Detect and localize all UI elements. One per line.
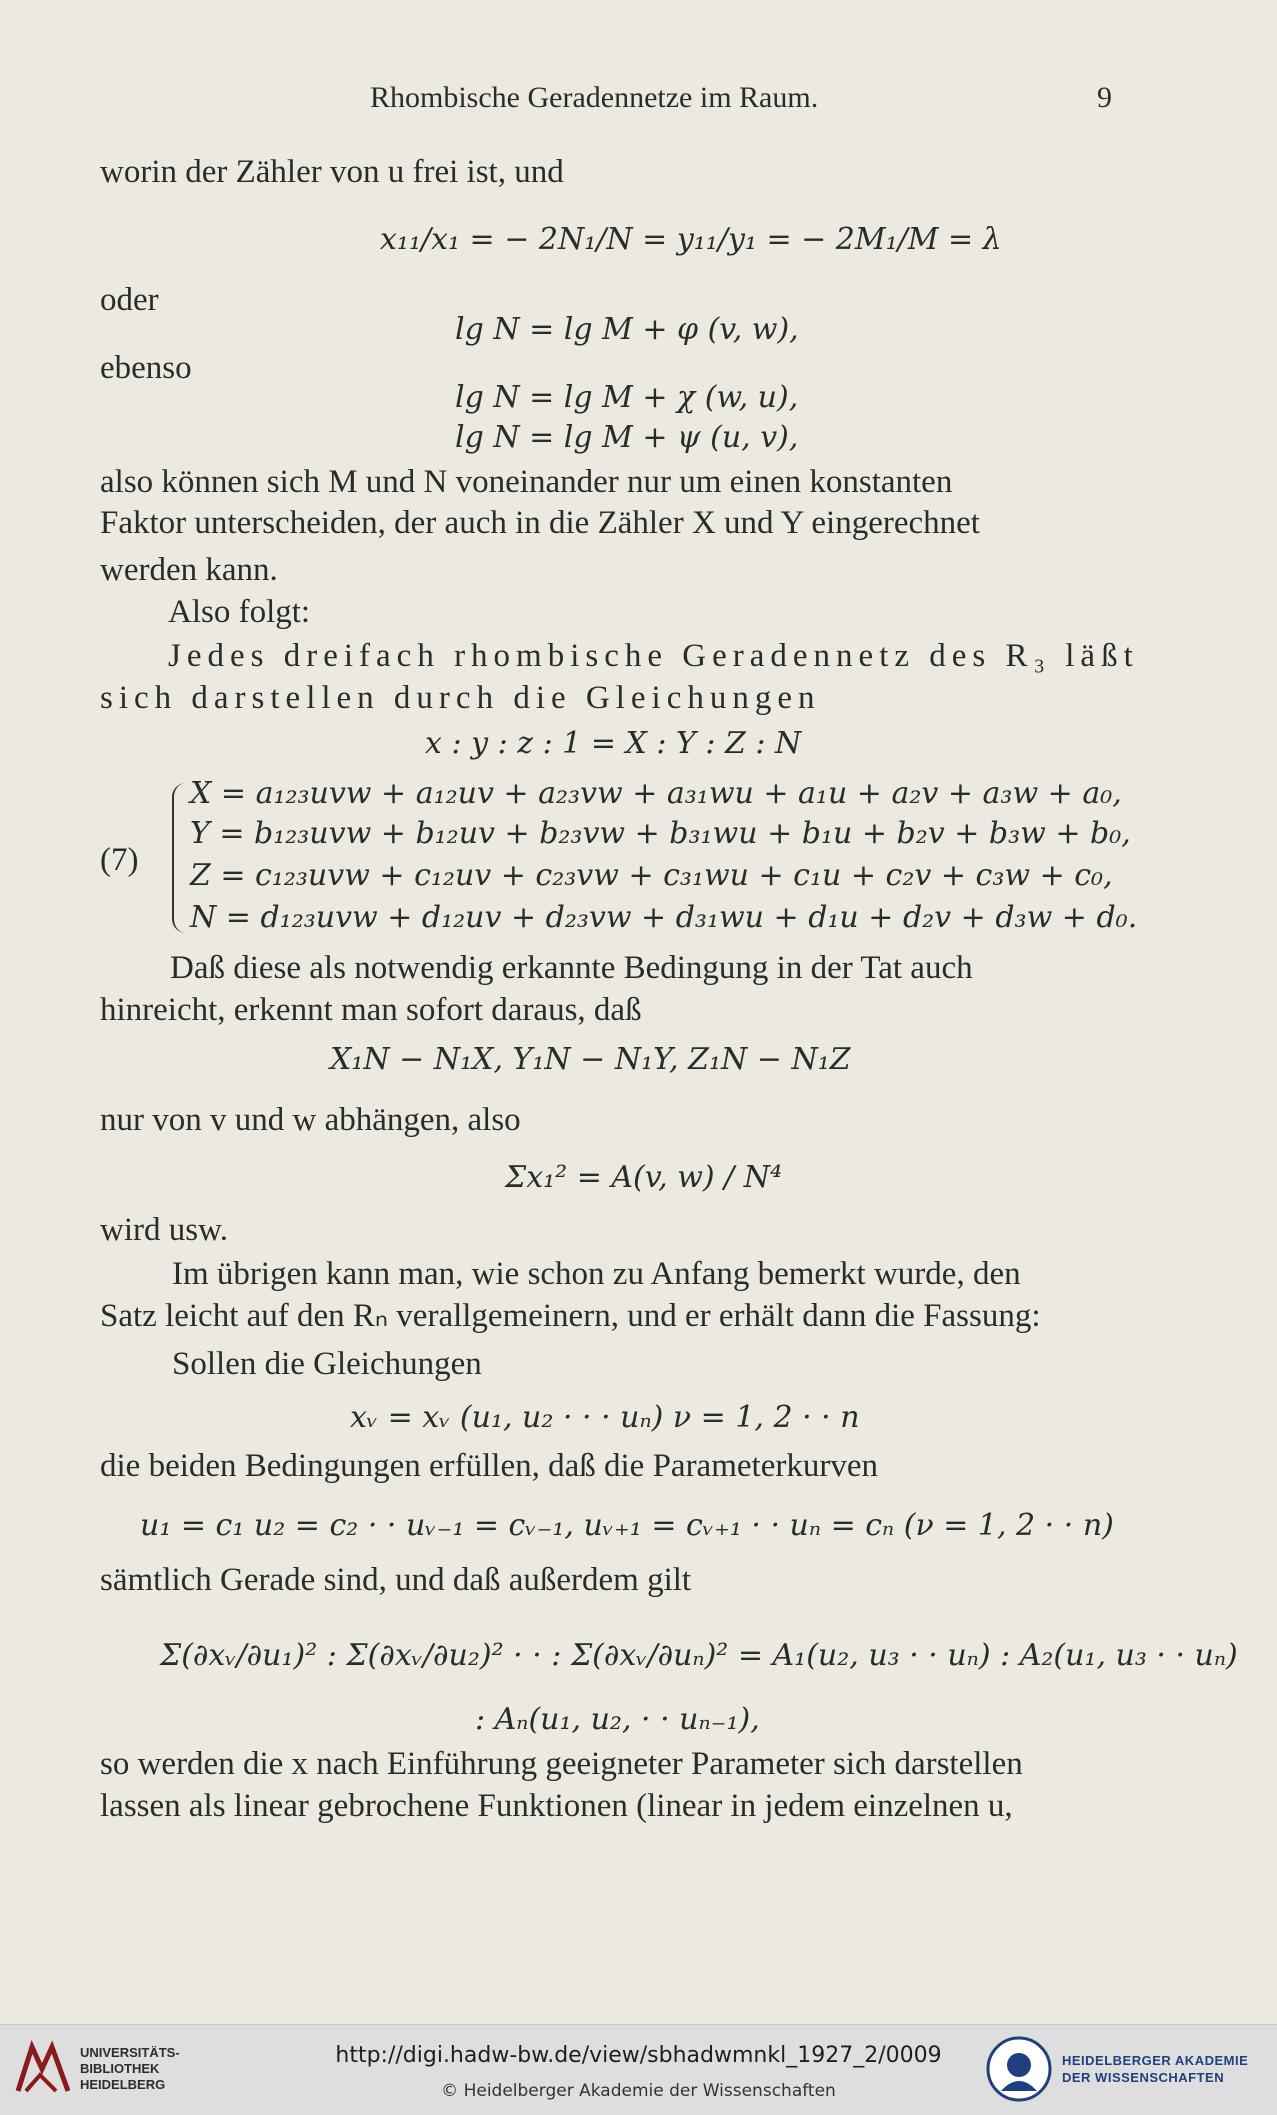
theorem-line: Jedes dreifach rhombische Geradennetz des R₃ läßt [168,638,1139,674]
system-brace [172,783,186,933]
theorem-line: sich darstellen durch die Gleichungen [100,680,821,716]
text-line: Sollen die Gleichungen [172,1346,482,1382]
formula-line: x₁₁/x₁ = − 2N₁/N = y₁₁/y₁ = − 2M₁/M = λ [380,222,1002,257]
text-line: also können sich M und N voneinander nur um einen konstanten [100,464,953,500]
text-line: so werden die x nach Einführung geeigneter Parameter sich darstellen [100,1746,1023,1782]
formula-line: x : y : z : 1 = X : Y : Z : N [425,726,802,761]
equation-Z: Z = c₁₂₃uvw + c₁₂uv + c₂₃vw + c₃₁wu + c₁u + c₂v + c₃w + c₀, [190,858,1113,893]
formula-line: Σx₁² = A(v, w) / N⁴ [505,1160,783,1195]
formula-line: u₁ = c₁ u₂ = c₂ · · uᵥ₋₁ = cᵥ₋₁, uᵥ₊₁ = cᵥ₊₁ · · uₙ = cₙ (ν = 1, 2 · · n) [140,1508,1114,1543]
permalink[interactable]: http://digi.hadw-bw.de/view/sbhadwmnkl_1927_2/0009 [335,2043,942,2068]
text-line: werden kann. [100,552,278,588]
text-line: wird usw. [100,1212,229,1248]
viewer-footer [0,2024,1277,2115]
text-line: Faktor unterscheiden, der auch in die Zähler X und Y eingerechnet [100,505,980,541]
text-line: lassen als linear gebrochene Funktionen (linear in jedem einzelnen u, [100,1788,1013,1824]
university-library-label: UNIVERSITÄTS- BIBLIOTHEK HEIDELBERG [80,2045,180,2092]
formula-line: lg N = lg M + ψ (u, v), [455,420,799,455]
text-line: hinreicht, erkennt man sofort daraus, daß [100,992,642,1028]
text-line: ebenso [100,350,192,386]
text-line: Im übrigen kann man, wie schon zu Anfang bemerkt wurde, den [172,1256,1021,1292]
formula-line: Σ(∂xᵥ/∂u₁)² : Σ(∂xᵥ/∂u₂)² · · : Σ(∂xᵥ/∂uₙ)² = A₁(u₂, u₃ · · uₙ) : A₂(u₁, u₃ · · uₙ) [160,1638,1238,1673]
text-line: worin der Zähler von u frei ist, und [100,154,564,190]
formula-line: xᵥ = xᵥ (u₁, u₂ · · · uₙ) ν = 1, 2 · · n [350,1400,860,1435]
copyright: © Heidelberger Akademie der Wissenschaften [441,2081,836,2101]
text-line: nur von v und w abhängen, also [100,1102,521,1138]
running-header: Rhombische Geradennetze im Raum. [370,81,819,114]
academy-label: HEIDELBERGER AKADEMIE DER WISSENSCHAFTEN [1062,2053,1249,2085]
formula-line: X₁N − N₁X, Y₁N − N₁Y, Z₁N − N₁Z [330,1042,851,1077]
formula-line: : Aₙ(u₁, u₂, · · uₙ₋₁), [475,1702,760,1737]
equation-X: X = a₁₂₃uvw + a₁₂uv + a₂₃vw + a₃₁wu + a₁u + a₂v + a₃w + a₀, [190,776,1122,811]
text-line: oder [100,282,159,318]
academy-seal-icon [985,2035,1053,2103]
text-line: Daß diese als notwendig erkannte Bedingung in der Tat auch [170,950,973,986]
text-line: Satz leicht auf den Rₙ verallgemeinern, und er erhält dann die Fassung: [100,1298,1041,1334]
text-line: die beiden Bedingungen erfüllen, daß die Parameterkurven [100,1448,878,1484]
page-number: 9 [1097,81,1112,114]
equation-N: N = d₁₂₃uvw + d₁₂uv + d₂₃vw + d₃₁wu + d₁u + d₂v + d₃w + d₀. [190,900,1138,935]
formula-line: lg N = lg M + φ (v, w), [455,312,799,347]
equation-Y: Y = b₁₂₃uvw + b₁₂uv + b₂₃vw + b₃₁wu + b₁u + b₂v + b₃w + b₀, [190,816,1131,851]
equation-number: (7) [100,842,139,878]
text-line: Also folgt: [168,594,311,630]
formula-line: lg N = lg M + χ (w, u), [455,380,799,415]
text-line: sämtlich Gerade sind, und daß außerdem gilt [100,1562,692,1598]
